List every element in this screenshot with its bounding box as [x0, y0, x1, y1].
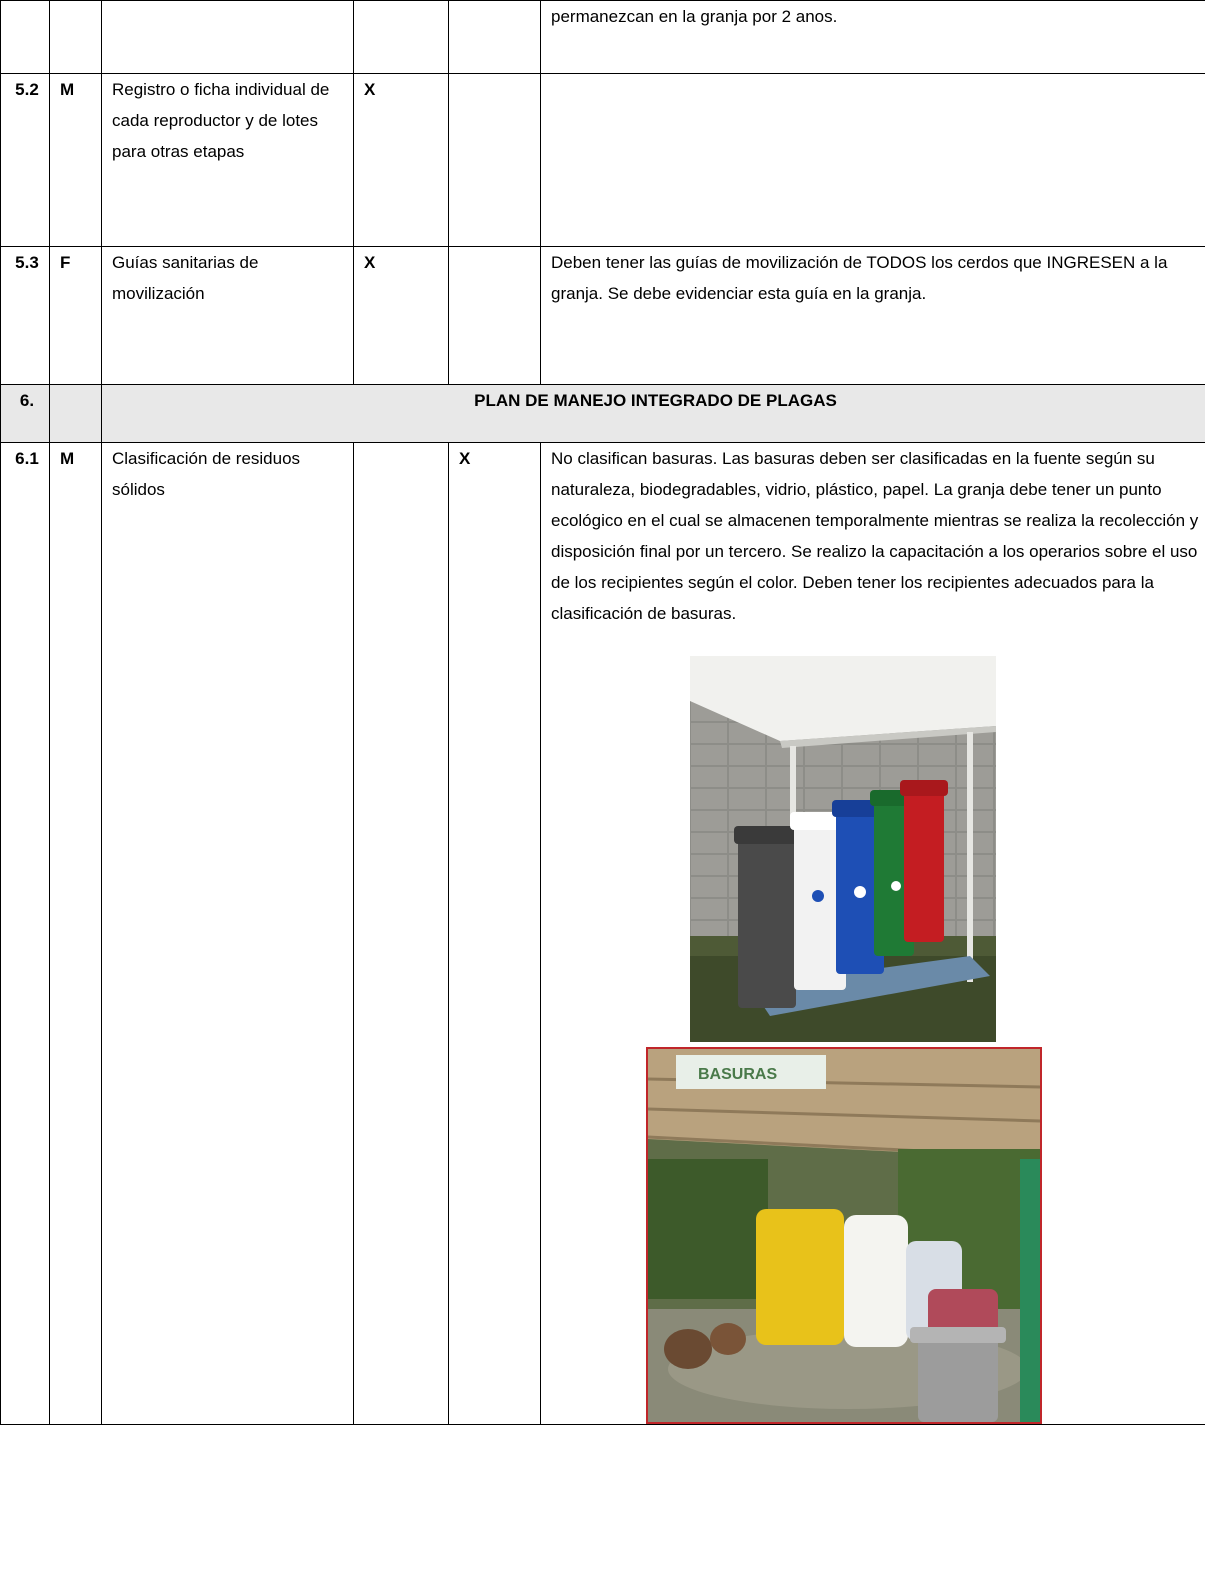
item-observation-with-photos	[541, 443, 1205, 1425]
item-compliant: X	[354, 74, 449, 247]
item-code: 6.1	[1, 443, 50, 1425]
table-row	[1, 443, 1205, 1425]
item-noncompliant	[449, 247, 541, 385]
item-level	[50, 1, 102, 74]
section-spacer	[50, 385, 102, 443]
item-requirement: Guías sanitarias de movilización	[102, 247, 354, 385]
item-observation: Deben tener las guías de movilización de TODOS los cerdos que INGRESEN a la granja. Se debe evidenciar esta guía en la granja.	[541, 247, 1205, 385]
item-compliant	[354, 1, 449, 74]
item-noncompliant	[449, 1, 541, 74]
section-header-row	[1, 385, 1205, 443]
evidence-photos	[551, 629, 1199, 1424]
item-requirement: Clasificación de residuos sólidos	[102, 443, 354, 1425]
item-observation	[541, 74, 1205, 247]
section-title: PLAN DE MANEJO INTEGRADO DE PLAGAS	[102, 385, 1205, 443]
item-code	[1, 1, 50, 74]
item-compliant	[354, 443, 449, 1425]
waste-shed-photo	[646, 1047, 1042, 1424]
table-row	[1, 247, 1205, 385]
item-requirement: Registro o ficha individual de cada reproductor y de lotes para otras etapas	[102, 74, 354, 247]
item-observation: permanezcan en la granja por 2 anos.	[541, 1, 1205, 74]
recycling-bins-photo	[690, 656, 996, 1042]
item-level: M	[50, 443, 102, 1425]
table-row	[1, 1, 1205, 74]
item-noncompliant: X	[449, 443, 541, 1425]
item-level: F	[50, 247, 102, 385]
section-number: 6.	[1, 385, 50, 443]
item-observation: No clasifican basuras. Las basuras deben ser clasificadas en la fuente según su naturaleza, biodegradables, vidrio, plástico, papel. La granja debe tener un punto ecológico en el cual se almacenen temporalmente mientras se realiza la recolección y disposición final por un tercero. Se realizo la capacitación a los operarios sobre el uso de los recipientes según el color. Deben tener los recipientes adecuados para la clasificación de basuras.	[551, 449, 1199, 623]
item-requirement	[102, 1, 354, 74]
basuras-sign-text: BASURAS	[698, 1066, 778, 1083]
item-code: 5.2	[1, 74, 50, 247]
item-level: M	[50, 74, 102, 247]
item-code: 5.3	[1, 247, 50, 385]
table-row	[1, 74, 1205, 247]
item-compliant: X	[354, 247, 449, 385]
item-noncompliant	[449, 74, 541, 247]
